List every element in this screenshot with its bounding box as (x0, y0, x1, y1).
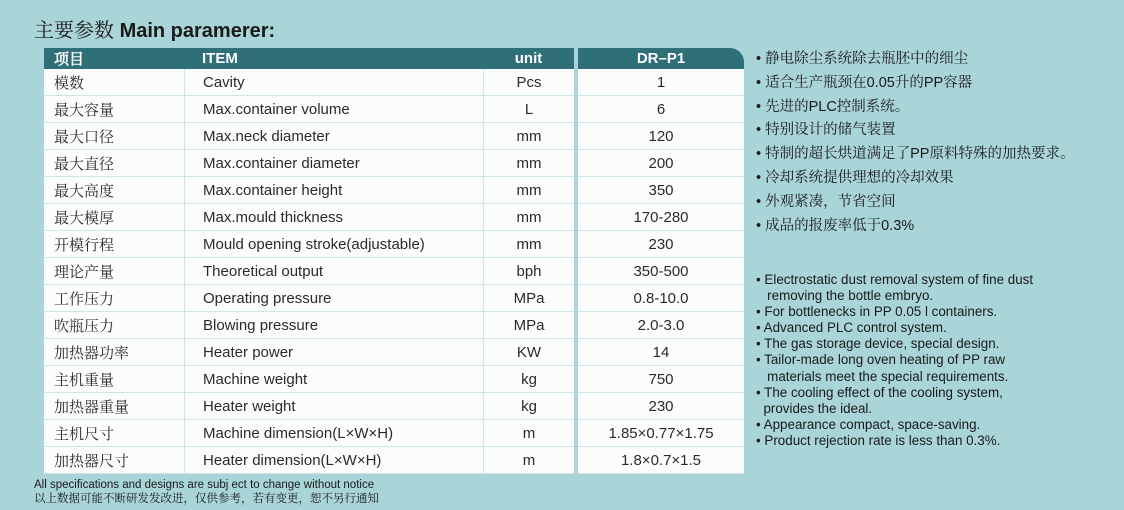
cell-unit: mm (483, 150, 574, 177)
feature-item-en: • Tailor-made long oven heating of PP raw (756, 352, 1006, 368)
cell-item-en: Mould opening stroke(adjustable) (184, 231, 483, 258)
cell-value: 1.85×0.77×1.75 (578, 420, 744, 447)
table-header-row (44, 48, 744, 69)
feature-item-en: materials meet the special requirements. (756, 368, 1009, 384)
feature-item-en: • For bottlenecks in PP 0.05 l containers. (756, 304, 998, 320)
feature-item-en: • Advanced PLC control system. (756, 320, 947, 336)
cell-item-en: Max.container height (184, 177, 483, 204)
cell-item-en: Heater weight (184, 393, 483, 420)
cell-value: 350 (578, 177, 744, 204)
table-row (44, 123, 744, 150)
cell-item-en: Heater power (184, 339, 483, 366)
table-row (44, 312, 744, 339)
cell-item-cn: 主机重量 (44, 366, 184, 393)
cell-unit: mm (483, 123, 574, 150)
table-row (44, 231, 744, 258)
table-row (44, 204, 744, 231)
cell-unit: bph (483, 258, 574, 285)
feature-item-cn: • 外观紧凑，节省空间 (756, 193, 896, 210)
feature-item-en: • Electrostatic dust removal system of fine dust (756, 272, 1034, 287)
cell-unit: KW (483, 339, 574, 366)
table-row (44, 258, 744, 285)
feature-item-en: • The gas storage device, special design. (756, 336, 1000, 352)
cell-unit: Pcs (483, 69, 574, 96)
cell-item-en: Machine weight (184, 366, 483, 393)
cell-item-en: Operating pressure (184, 285, 483, 312)
cell-unit: kg (483, 393, 574, 420)
feature-item-cn: • 冷却系统提供理想的冷却效果 (756, 169, 954, 186)
cell-item-cn: 加热器功率 (44, 339, 184, 366)
cell-item-en: Theoretical output (184, 258, 483, 285)
cell-unit: mm (483, 204, 574, 231)
table-row (44, 393, 744, 420)
cell-item-cn: 加热器重量 (44, 393, 184, 420)
feature-item-cn: • 适合生产瓶颈在0.05升的PP容器 (756, 74, 973, 91)
cell-item-en: Max.neck diameter (184, 123, 483, 150)
page-title-en: Main paramerer: (119, 20, 276, 42)
cell-item-en: Heater dimension(L×W×H) (184, 447, 483, 474)
cell-unit: kg (483, 366, 574, 393)
cell-value: 1.8×0.7×1.5 (578, 447, 744, 474)
feature-item-en: • Product rejection rate is less than 0.3%. (756, 432, 1001, 448)
cell-unit: mm (483, 231, 574, 258)
cell-item-cn: 最大容量 (44, 96, 184, 123)
table-row (44, 420, 744, 447)
cell-item-cn: 开模行程 (44, 231, 184, 258)
feature-item-cn: • 特别设计的储气装置 (756, 122, 896, 139)
cell-value: 350-500 (578, 258, 744, 285)
feature-item-cn: • 先进的PLC控制系统。 (756, 98, 910, 115)
table-row (44, 366, 744, 393)
cell-item-cn: 模数 (44, 69, 184, 96)
features-list-en (756, 272, 1124, 449)
cell-item-en: Cavity (184, 69, 483, 96)
features-list-cn (756, 48, 1124, 238)
feature-item-cn: • 成品的报废率低于0.3% (756, 217, 915, 234)
footnote-cn: 以上数据可能不断研发发改进，仅供参考，若有变更，恕不另行通知 (34, 493, 379, 505)
table-row (44, 447, 744, 474)
cell-unit: m (483, 447, 574, 474)
cell-item-cn: 工作压力 (44, 285, 184, 312)
cell-unit: L (483, 96, 574, 123)
cell-item-cn: 加热器尺寸 (44, 447, 184, 474)
cell-value: 170-280 (578, 204, 744, 231)
feature-item-cn: • 静电除尘系统除去瓶胚中的细尘 (756, 51, 969, 67)
feature-item-cn: • 特制的超长烘道满足了PP原料特殊的加热要求。 (756, 146, 1075, 163)
table-row (44, 177, 744, 204)
footnote-en: All specifications and designs are subj ect to change without notice (34, 479, 375, 491)
cell-value: 230 (578, 231, 744, 258)
cell-value: 14 (578, 339, 744, 366)
table-row (44, 69, 744, 96)
cell-item-en: Max.container diameter (184, 150, 483, 177)
cell-value: 750 (578, 366, 744, 393)
feature-item-en: provides the ideal. (756, 400, 873, 416)
cell-item-cn: 最大模厚 (44, 204, 184, 231)
cell-item-en: Max.mould thickness (184, 204, 483, 231)
cell-value: 230 (578, 393, 744, 420)
cell-item-en: Max.container volume (184, 96, 483, 123)
cell-value: 6 (578, 96, 744, 123)
cell-value: 1 (578, 69, 744, 96)
header-unit: unit (483, 48, 574, 69)
page-title-cn: 主要参数 (34, 20, 114, 42)
cell-value: 200 (578, 150, 744, 177)
table-row (44, 96, 744, 123)
table-body (44, 69, 744, 474)
cell-unit: mm (483, 177, 574, 204)
feature-item-en: • Appearance compact, space-saving. (756, 416, 981, 432)
header-item-en: ITEM (184, 48, 483, 69)
feature-item-en: removing the bottle embryo. (756, 288, 934, 304)
feature-item-en: • The cooling effect of the cooling system, (756, 384, 1003, 400)
cell-value: 120 (578, 123, 744, 150)
parameters-table (44, 48, 744, 474)
cell-item-en: Blowing pressure (184, 312, 483, 339)
cell-item-cn: 最大高度 (44, 177, 184, 204)
cell-value: 2.0-3.0 (578, 312, 744, 339)
cell-item-cn: 最大口径 (44, 123, 184, 150)
cell-item-cn: 主机尺寸 (44, 420, 184, 447)
cell-item-en: Machine dimension(L×W×H) (184, 420, 483, 447)
page-title (34, 14, 275, 43)
table-row (44, 285, 744, 312)
cell-item-cn: 理论产量 (44, 258, 184, 285)
table-row (44, 339, 744, 366)
header-item-cn: 项目 (44, 48, 184, 69)
cell-unit: MPa (483, 285, 574, 312)
cell-item-cn: 吹瓶压力 (44, 312, 184, 339)
cell-value: 0.8-10.0 (578, 285, 744, 312)
cell-item-cn: 最大直径 (44, 150, 184, 177)
footnote (34, 478, 379, 506)
cell-unit: MPa (483, 312, 574, 339)
cell-unit: m (483, 420, 574, 447)
header-model: DR–P1 (578, 48, 744, 69)
table-row (44, 150, 744, 177)
